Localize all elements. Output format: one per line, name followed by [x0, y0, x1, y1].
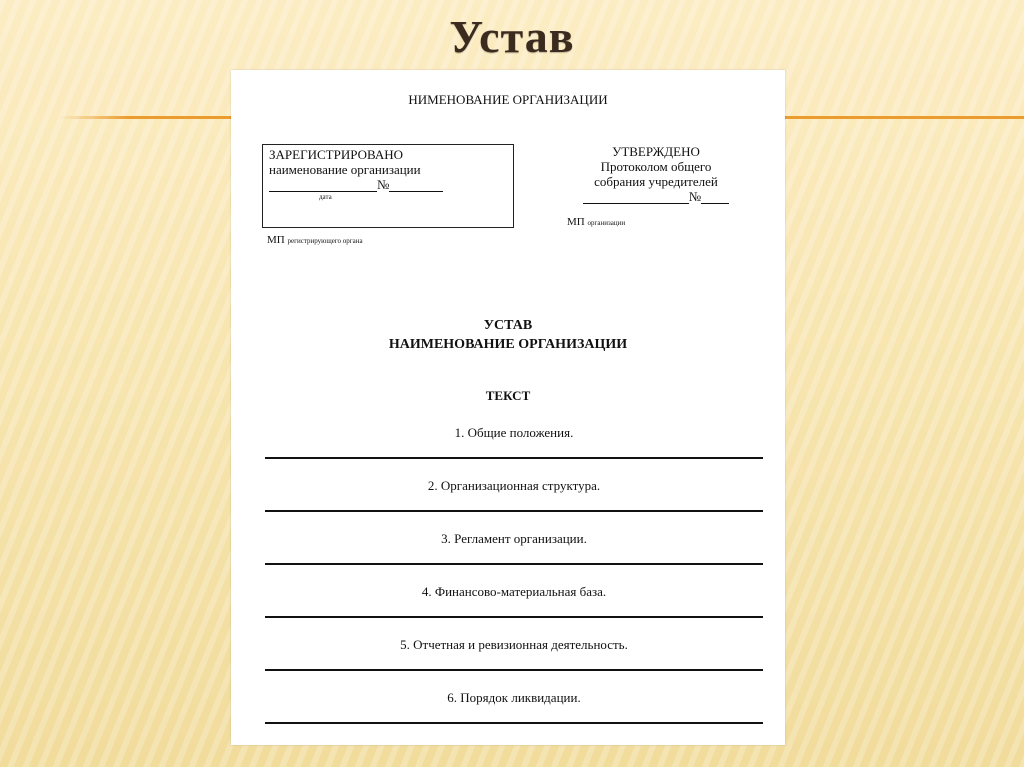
registration-number-line [269, 177, 507, 192]
stamp-prefix: МП [267, 234, 285, 246]
section-rule [265, 563, 763, 565]
registered-subheading: наименование организации [269, 162, 421, 177]
number-blank [389, 179, 443, 192]
registered-box [262, 144, 514, 228]
section-rule [265, 457, 763, 459]
stamp-caption: регистрирующего органа [287, 237, 363, 245]
accent-line-right [785, 116, 1024, 119]
section-item [265, 687, 763, 740]
approved-heading: УТВЕРЖДЕНО [612, 144, 700, 159]
section-item [265, 422, 763, 475]
section-label: 4. Финансово-материальная база. [421, 584, 607, 599]
registered-heading: ЗАРЕГИСТРИРОВАНО [269, 147, 403, 162]
stamp-caption: организации [587, 219, 626, 227]
section-rule [265, 616, 763, 618]
organization-header: НИМЕНОВАНИЕ ОРГАНИЗАЦИИ [408, 92, 608, 107]
protocol-date-blank [583, 191, 689, 204]
approved-line-2: собрания учредителей [594, 174, 718, 189]
slide-title: Устав [449, 11, 575, 62]
section-label: 1. Общие положения. [454, 425, 574, 440]
section-item [265, 581, 763, 634]
charter-document-image [231, 70, 785, 745]
date-caption: дата [319, 193, 332, 201]
number-sign: № [688, 189, 702, 204]
section-item [265, 528, 763, 581]
approved-stamp-caption [567, 216, 625, 228]
section-label: 3. Регламент организации. [441, 531, 587, 546]
date-blank [269, 179, 377, 192]
approved-block [551, 144, 761, 204]
section-item [265, 475, 763, 528]
stamp-prefix: МП [567, 216, 585, 228]
approval-number-line [551, 189, 761, 204]
section-rule [265, 669, 763, 671]
approved-line-1: Протоколом общего [600, 159, 712, 174]
registered-stamp-caption [267, 234, 363, 246]
charter-title-org: НАИМЕНОВАНИЕ ОРГАНИЗАЦИИ [388, 337, 628, 352]
section-list [265, 422, 763, 740]
number-sign: № [377, 177, 390, 192]
section-rule [265, 722, 763, 724]
section-label: 5. Отчетная и ревизионная деятельность. [400, 637, 628, 652]
section-label: 2. Организационная структура. [427, 478, 601, 493]
section-rule [265, 510, 763, 512]
accent-line-left [60, 116, 232, 119]
section-label: 6. Порядок ликвидации. [447, 690, 581, 705]
text-label: ТЕКСТ [485, 388, 531, 403]
section-item [265, 634, 763, 687]
charter-title-main: УСТАВ [483, 318, 533, 333]
protocol-number-blank [701, 191, 729, 204]
charter-title [231, 316, 785, 354]
